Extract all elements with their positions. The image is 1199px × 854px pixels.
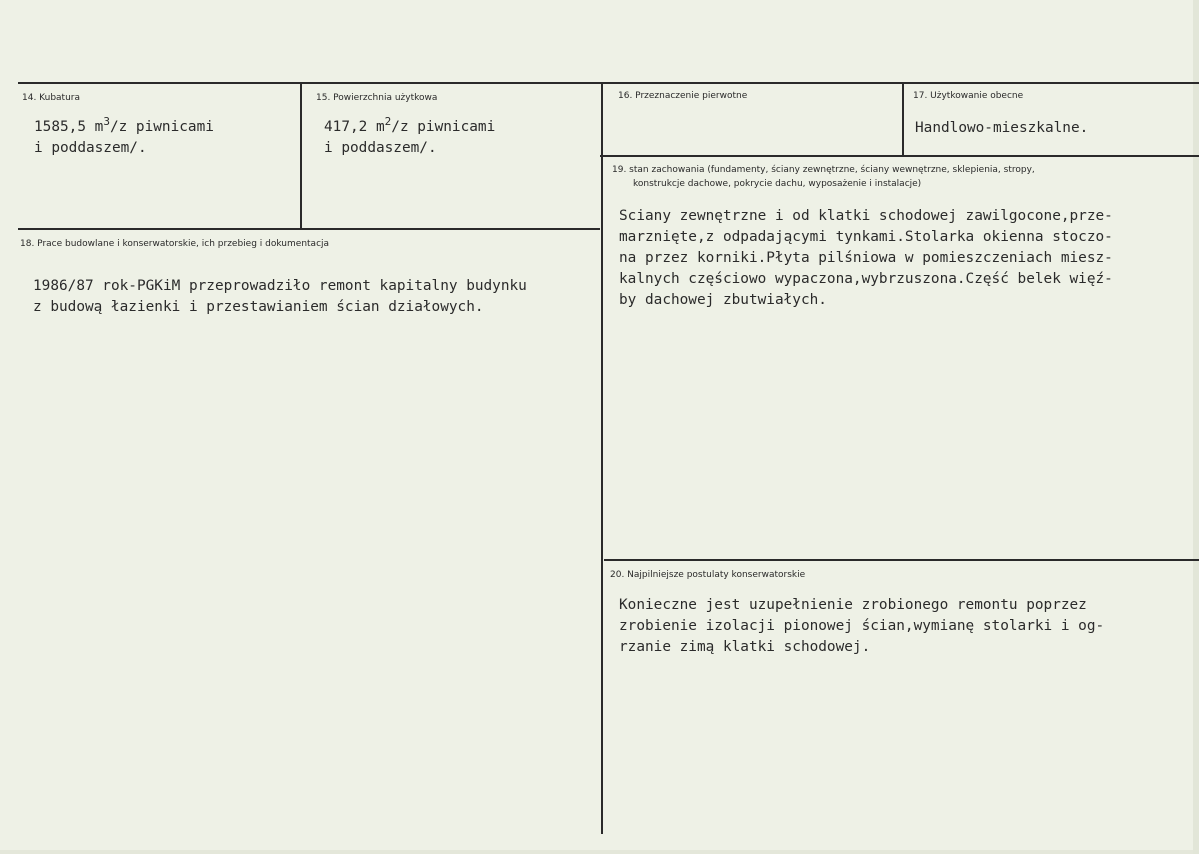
field-18-line: z budową łazienki i przestawianiem ścian działowych.	[33, 299, 484, 315]
field-15-value	[324, 117, 495, 159]
field-17-value: Handlowo-mieszkalne.	[915, 120, 1089, 136]
field-20-value	[619, 595, 1104, 658]
field-19-value	[619, 206, 1113, 311]
field-19-line: Sciany zewnętrzne i od klatki schodowej zawilgocone,prze-	[619, 208, 1113, 224]
field-14-line2: i poddaszem/.	[34, 140, 147, 156]
rule-under-field17	[600, 155, 1199, 157]
field-20-line: zrobienie izolacji pionowej ścian,wymianę stolarki i og-	[619, 618, 1105, 634]
field-14-value	[34, 117, 214, 159]
rule-under-row1-left	[18, 228, 600, 230]
divider-16-17	[902, 84, 904, 156]
field-19-line: marznięte,z odpadającymi tynkami.Stolarka okienna stoczo-	[619, 229, 1113, 245]
field-15-line2: i poddaszem/.	[324, 140, 437, 156]
field-19-label-line1: 19. stan zachowania (fundamenty, ściany zewnętrzne, ściany wewnętrzne, sklepienia, stropy,	[612, 165, 1035, 175]
field-18-label: 18. Prace budowlane i konserwatorskie, ich przebieg i dokumentacja	[20, 239, 330, 249]
field-19-line: kalnych częściowo wypaczona,wybrzuszona.Część belek więź-	[619, 271, 1113, 287]
field-16-label: 16. Przeznaczenie pierwotne	[618, 91, 748, 101]
field-20-line: Konieczne jest uzupełnienie zrobionego remontu poprzez	[619, 597, 1087, 613]
rule-above-field20	[604, 559, 1199, 561]
field-20-line: rzanie zimą klatki schodowej.	[619, 639, 871, 655]
field-15-label: 15. Powierzchnia użytkowa	[316, 93, 438, 103]
field-14-line1: 1585,5 $m^3/z$ piwnicami	[34, 115, 214, 135]
field-14-label: 14. Kubatura	[22, 93, 81, 103]
field-19-line: na przez korniki.Płyta pilśniowa w pomieszczeniach miesz-	[619, 250, 1113, 266]
field-18-line: 1986/87 rok-PGKiM przeprowadziło remont kapitalny budynku	[33, 278, 527, 294]
top-rule	[18, 82, 1199, 84]
divider-14-15	[300, 84, 302, 230]
field-17-label: 17. Użytkowanie obecne	[913, 91, 1024, 101]
field-20-label: 20. Najpilniejsze postulaty konserwatorskie	[610, 570, 806, 580]
field-18-value	[33, 276, 527, 318]
field-19-label	[612, 163, 1035, 191]
divider-center	[601, 84, 603, 834]
field-15-line1: 417,2 $m^2/z$ piwnicami	[324, 115, 496, 135]
field-19-label-line2: konstrukcje dachowe, pokrycie dachu, wyposażenie i instalacje)	[633, 179, 922, 189]
field-19-line: by dachowej zbutwiałych.	[619, 292, 827, 308]
